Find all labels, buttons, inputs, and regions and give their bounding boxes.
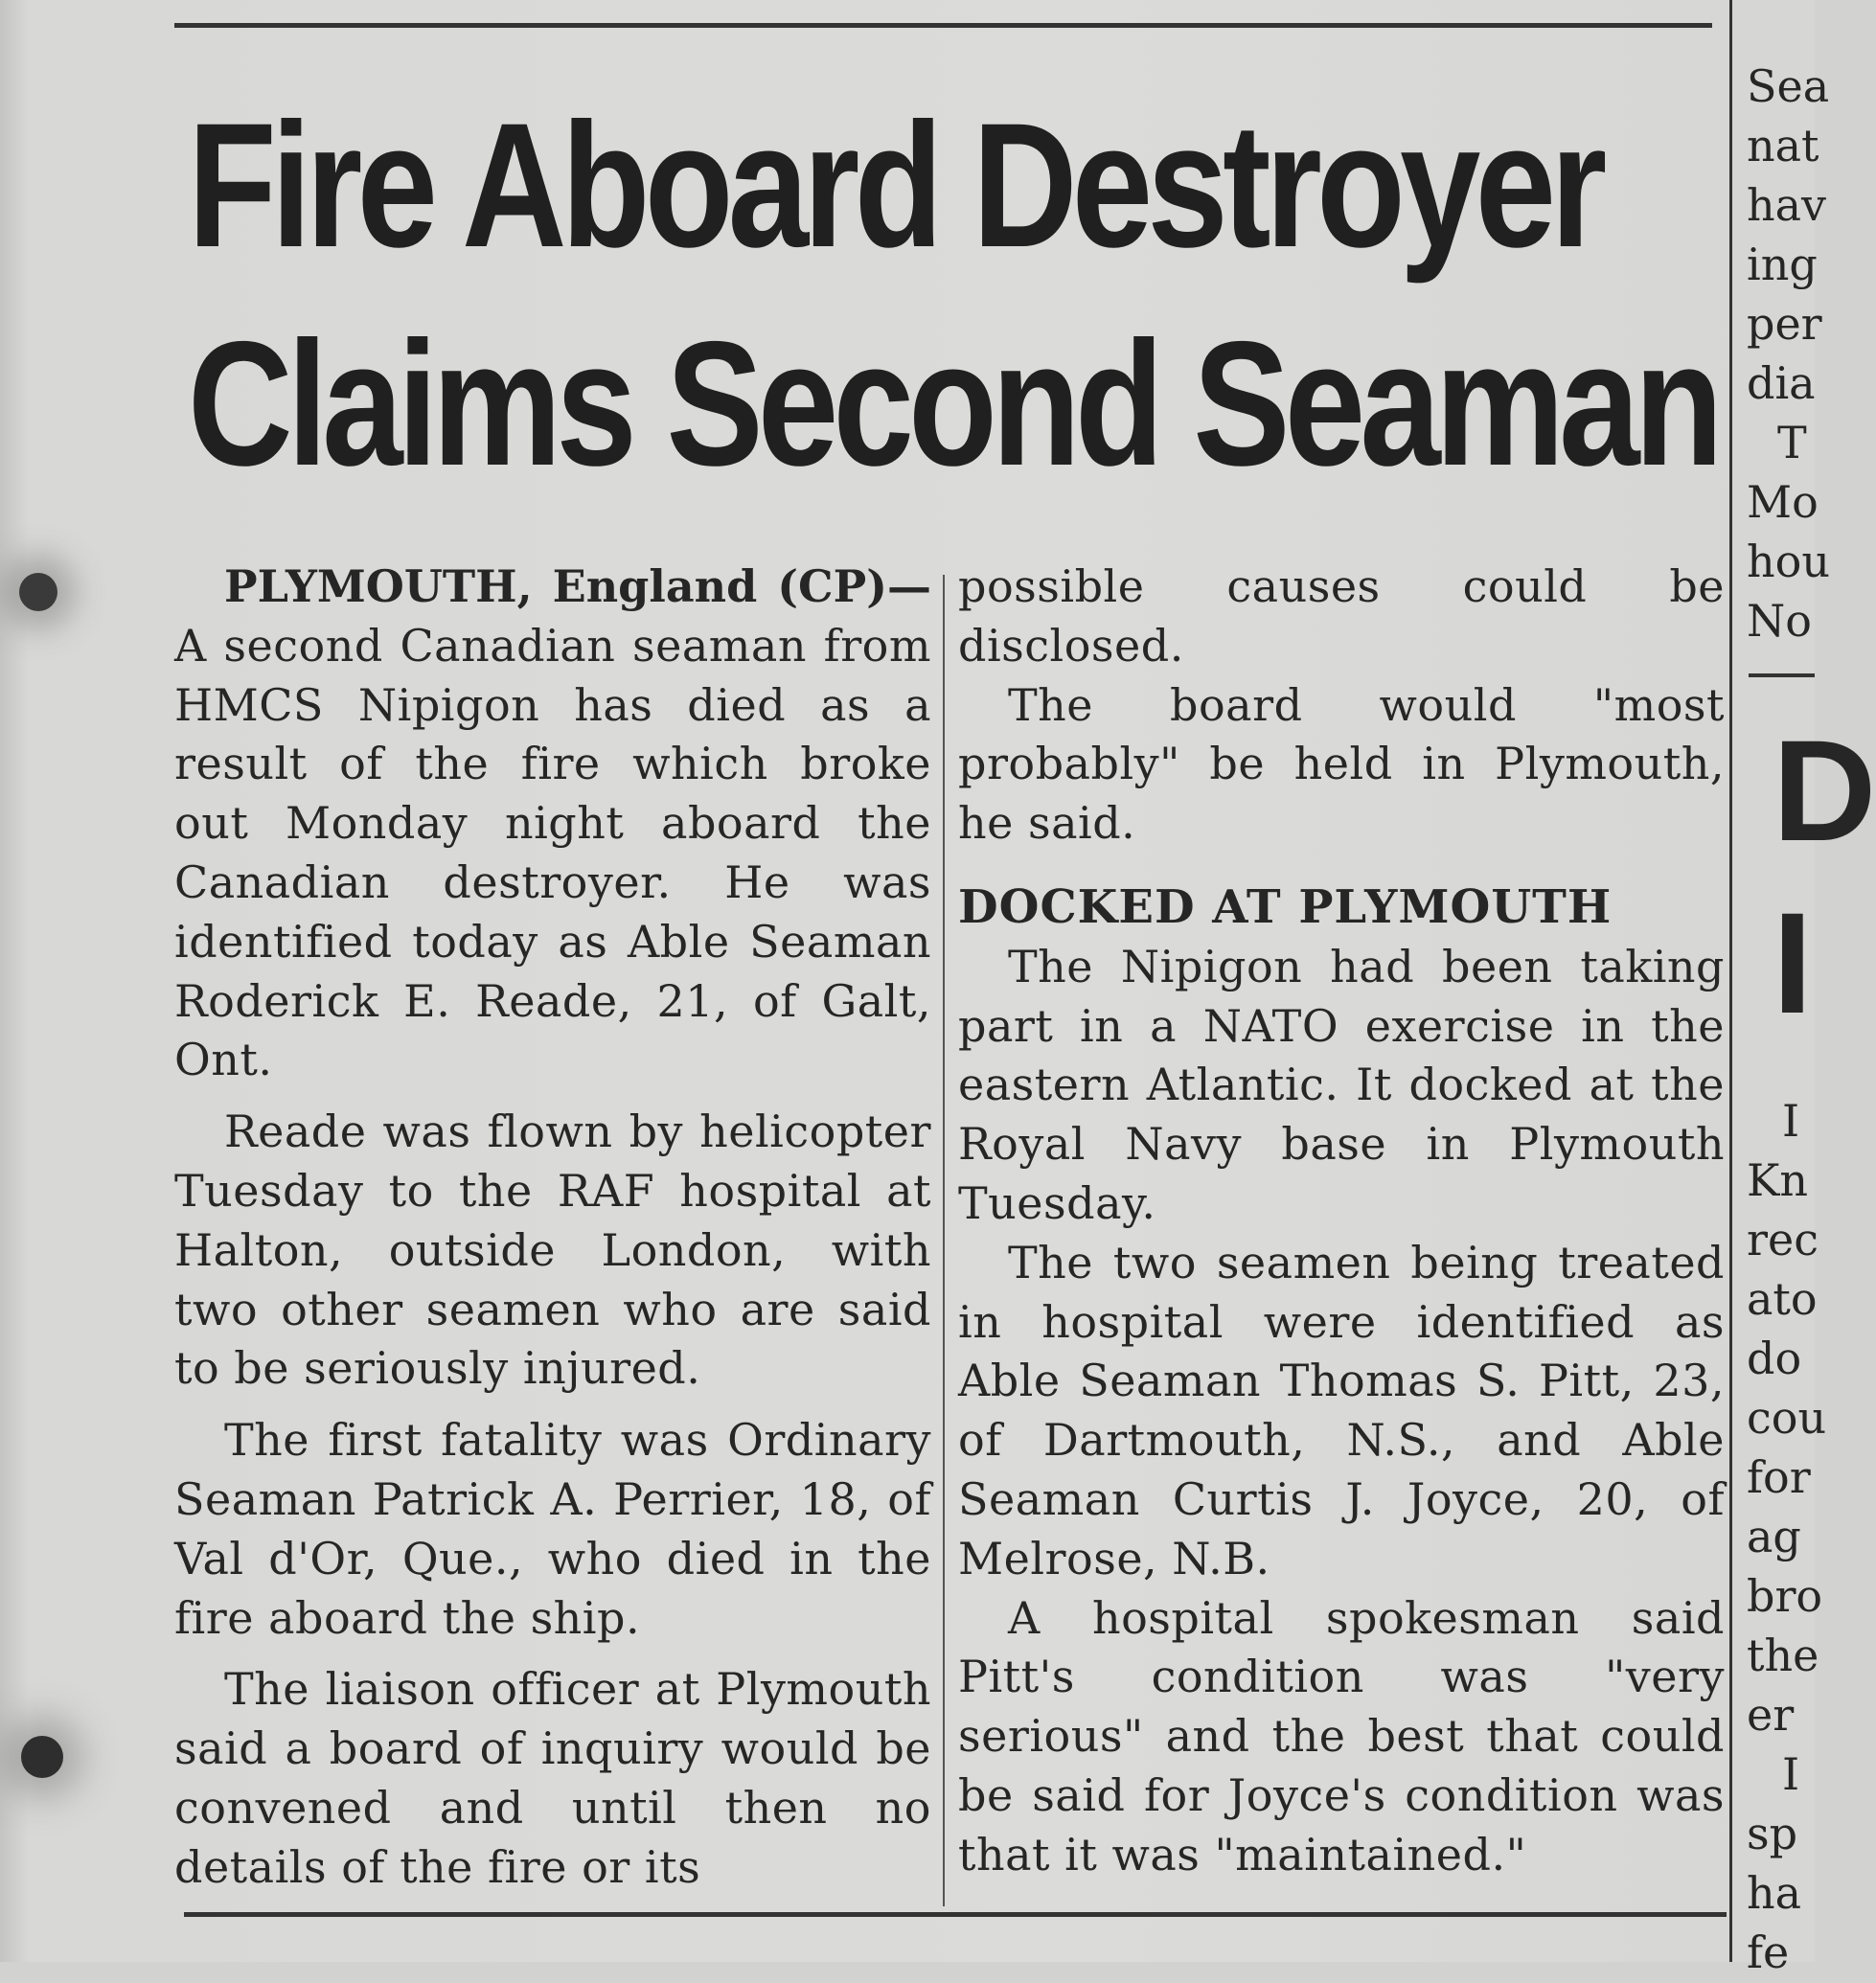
fragment-line: hav (1747, 179, 1827, 231)
fragment-line: nat (1747, 120, 1819, 171)
fragment-line: fe (1747, 1926, 1790, 1978)
fragment-line: No (1747, 595, 1812, 647)
fragment-line: ha (1747, 1867, 1802, 1919)
fragment-line: I (1782, 1095, 1800, 1147)
section-subhead: DOCKED AT PLYMOUTH (958, 879, 1613, 934)
fragment-line: er (1747, 1689, 1795, 1741)
fragment-line: T (1777, 417, 1807, 468)
fragment-line: Sea (1747, 60, 1830, 112)
article-column-2 (958, 558, 1725, 1885)
body-paragraph: The two seamen being treated in hospital were identified as Able Seaman Thomas S. Pitt, 23, of Dartmouth, N.S., and Able Seaman Curtis J. Joyce, 20, of Melrose, N.B. (958, 1236, 1725, 1584)
body-paragraph: The board would "most probably" be held in Plymouth, he said. (958, 678, 1725, 850)
fragment-line: ag (1747, 1511, 1801, 1562)
fragment-line: the (1747, 1630, 1819, 1681)
body-paragraph: The liaison officer at Plymouth said a board of inquiry would be convened and until then no details of the fire or its (174, 1663, 931, 1893)
fragment-line: do (1747, 1333, 1802, 1384)
dateline-paragraph (174, 558, 931, 1090)
fragment-line: Mo (1747, 476, 1819, 528)
fragment-line: bro (1747, 1570, 1823, 1622)
top-rule (174, 23, 1712, 28)
fragment-line: ing (1747, 239, 1818, 290)
body-paragraph: A second Canadian seaman from HMCS Nipigon has died as a result of the fire which broke out Monday night aboard the Canadian destroyer. He was identified today as Able Seaman Roderick E. Reade, 21, of Galt, Ont. (174, 619, 931, 1086)
article-column-1 (174, 558, 931, 1898)
fragment-line: cou (1747, 1392, 1827, 1444)
article-headline (188, 77, 1718, 513)
punch-hole-mark (21, 1736, 63, 1778)
punch-hole-mark (19, 573, 57, 611)
fragment-line: rec (1747, 1214, 1819, 1265)
dateline: PLYMOUTH, England (CP)— (224, 560, 931, 612)
fragment-line: hou (1747, 536, 1830, 587)
fragment-line: sp (1747, 1808, 1798, 1859)
adjacent-column-edge (1739, 0, 1876, 1978)
headline-line-1: Fire Aboard Destroyer (188, 87, 1602, 285)
fragment-line: for (1747, 1451, 1811, 1503)
body-paragraph: The first fatality was Ordinary Seaman Patrick A. Perrier, 18, of Val d'Or, Que., who died in the fire aboard the ship. (174, 1414, 931, 1644)
fragment-line: ato (1747, 1273, 1818, 1325)
fragment-line: dia (1747, 357, 1816, 409)
body-paragraph: The Nipigon had been taking part in a NATO exercise in the eastern Atlantic. It docked at the Royal Navy base in Plymouth Tuesday. (958, 940, 1725, 1229)
body-paragraph: A hospital spokesman said Pitt's condition was "very serious" and the best that could be said for Joyce's condition was that it was "maintained." (958, 1591, 1725, 1880)
fragment-line: Kn (1747, 1154, 1808, 1206)
body-paragraph: Reade was flown by helicopter Tuesday to the RAF hospital at Halton, outside London, with two other seamen who are said to be seriously injured. (174, 1105, 931, 1395)
continuation-paragraph: possible causes could be disclosed. (958, 560, 1725, 672)
fragment-line: I (1782, 1748, 1800, 1800)
column-gutter-rule (943, 575, 945, 1906)
fragment-headline-letter: D (1773, 710, 1876, 871)
headline-line-2: Claims Second Seaman (188, 306, 1718, 503)
right-column-divider (1729, 0, 1732, 1962)
fragment-line: per (1747, 298, 1822, 350)
fragment-headline-letter: I (1773, 882, 1813, 1043)
bottom-rule (184, 1912, 1727, 1917)
